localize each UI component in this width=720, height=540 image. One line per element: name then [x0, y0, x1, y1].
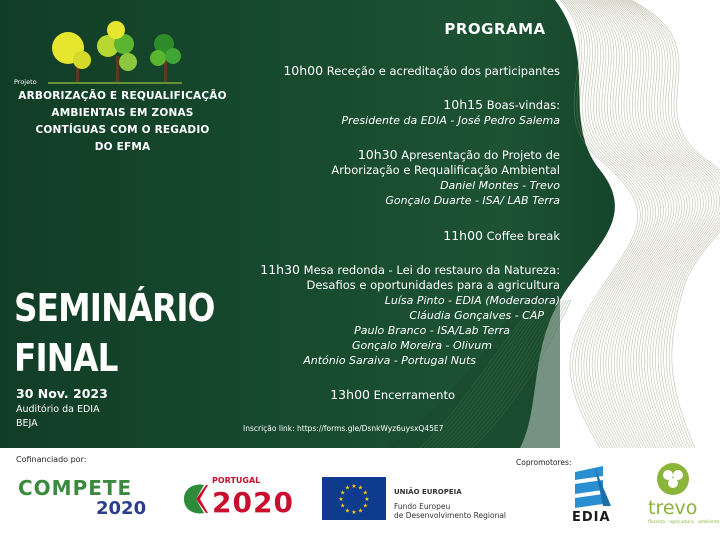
program-time: 13h00 — [330, 387, 370, 402]
project-title-line: ARBORIZAÇÃO E REQUALIFICAÇÃO — [18, 90, 227, 102]
program-item-1015 — [443, 97, 560, 112]
cofinanciado-label: Cofinanciado por: — [16, 455, 87, 464]
seminar-city: BEJA — [16, 418, 38, 429]
program-speaker: António Saraiva - Portugal Nuts — [303, 354, 476, 367]
program-item-1030 — [358, 147, 560, 162]
program-time: 11h30 — [260, 262, 301, 277]
edia-logo-text: EDIA — [572, 510, 611, 525]
trevo-logo-text: trevo — [648, 497, 698, 519]
program-item-1100 — [443, 228, 560, 243]
program-speaker: Daniel Montes - Trevo — [440, 179, 560, 192]
program-text: Receção e acreditação dos participantes — [326, 64, 560, 78]
program-text-line2: Arborização e Requalificação Ambiental — [331, 163, 560, 177]
program-item-1000 — [283, 63, 560, 78]
footer-sponsors — [0, 448, 720, 540]
program-text: Apresentação do Projeto de — [401, 148, 560, 162]
eu-star-icon: ★ — [340, 489, 346, 497]
eu-fund-line2: de Desenvolvimento Regional — [394, 511, 506, 520]
copromotores-label: Copromotores: — [516, 458, 572, 467]
compete-logo-icon: COMPETE — [18, 476, 133, 500]
project-label: Projeto — [14, 78, 37, 86]
portugal-label: PORTUGAL — [212, 476, 261, 485]
registration-link[interactable]: Inscrição link: https://forms.gle/DsnkWyz6uysxQ45E7 — [243, 424, 444, 433]
project-title-line: AMBIENTAIS EM ZONAS — [51, 107, 194, 119]
seminar-date: 30 Nov. 2023 — [16, 386, 108, 401]
project-title — [10, 88, 235, 156]
eu-star-icon: ★ — [344, 507, 351, 515]
program-speaker: Cláudia Gonçalves - CAP — [409, 309, 544, 322]
programa-heading: PROGRAMA — [444, 20, 546, 38]
program-time: 10h15 — [443, 97, 484, 112]
program-speaker: Presidente da EDIA - José Pedro Salema — [341, 114, 560, 127]
program-item-1130 — [260, 262, 560, 277]
program-highlight: Lei do restauro da Natureza: — [396, 263, 560, 277]
program-time: 11h00 — [443, 228, 483, 243]
eu-star-icon: ★ — [340, 502, 346, 510]
edia-logo-icon — [573, 466, 613, 508]
program-text: Coffee break — [486, 229, 560, 243]
trevo-tagline: floresta · agricultura · ambiente — [648, 520, 720, 525]
eu-star-icon: ★ — [362, 502, 368, 510]
program-text: Boas-vindas: — [486, 98, 560, 112]
eu-star-icon: ★ — [357, 484, 364, 492]
portugal-year: 2020 — [212, 486, 294, 519]
seminar-title-line2: FINAL — [14, 336, 118, 380]
trees-logo-icon — [38, 20, 188, 86]
eu-fund-line1: Fundo Europeu — [394, 502, 451, 511]
eu-flag-icon — [322, 477, 386, 520]
project-title-line: CONTÍGUAS COM O REGADIO — [35, 124, 210, 136]
program-item-1300 — [330, 387, 455, 402]
trevo-logo-icon — [656, 462, 690, 496]
program-text-line2: Desafios e oportunidades para a agricultura — [306, 278, 560, 292]
program-time: 10h30 — [357, 147, 398, 162]
program-speaker: Paulo Branco - ISA/Lab Terra — [354, 324, 510, 337]
project-title-line: DO EFMA — [94, 141, 151, 153]
seminar-title-line1: SEMINÁRIO — [14, 286, 215, 330]
eu-star-icon: ★ — [338, 496, 344, 503]
program-speaker: Gonçalo Duarte - ISA/ LAB Terra — [385, 194, 560, 207]
eu-star-icon: ★ — [357, 507, 364, 515]
portugal2020-logo-icon — [182, 481, 210, 517]
program-time: 10h00 — [283, 63, 324, 78]
program-speaker: Luísa Pinto - EDIA (Moderadora) — [384, 294, 560, 307]
eu-star-icon: ★ — [344, 484, 351, 492]
eu-label: UNIÃO EUROPEIA — [394, 488, 462, 496]
eu-star-icon: ★ — [362, 489, 368, 497]
eu-star-icon: ★ — [364, 496, 370, 503]
compete-year: 2020 — [96, 498, 147, 519]
program-speaker: Gonçalo Moreira - Olivum — [351, 339, 492, 352]
eu-star-icon: ★ — [351, 483, 357, 490]
seminar-venue: Auditório da EDIA — [16, 404, 100, 415]
eu-star-icon: ★ — [351, 509, 357, 516]
program-text: Mesa redonda - — [303, 263, 397, 277]
program-text: Encerramento — [373, 388, 455, 402]
